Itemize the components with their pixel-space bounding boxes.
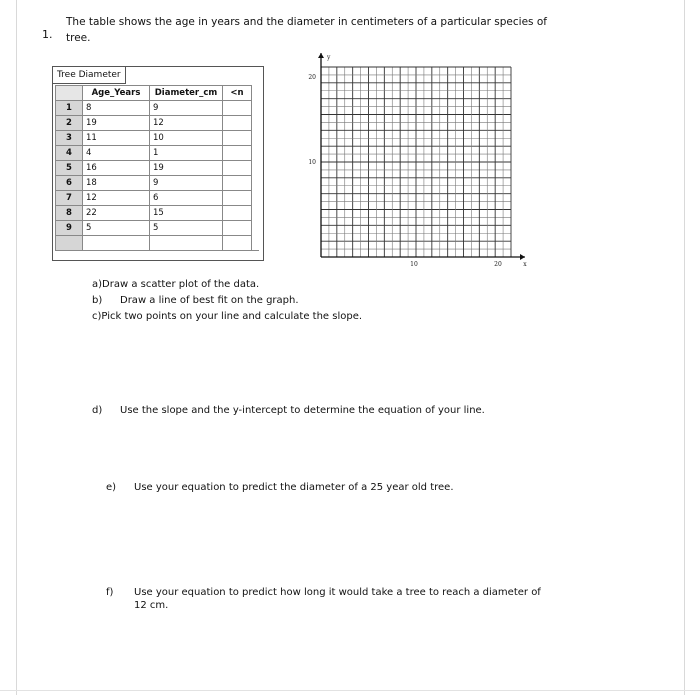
table-row bbox=[56, 161, 252, 176]
empty-cell[interactable] bbox=[223, 221, 252, 236]
empty-cell[interactable] bbox=[223, 236, 252, 251]
y-axis-label: y bbox=[327, 54, 331, 61]
empty-cell[interactable] bbox=[223, 116, 252, 131]
table-row bbox=[56, 206, 252, 221]
y-tick-label: 20 bbox=[308, 74, 316, 81]
row-index-cell: 7 bbox=[56, 191, 83, 206]
diameter-cell[interactable]: 9 bbox=[150, 176, 223, 191]
diameter-cell[interactable]: 6 bbox=[150, 191, 223, 206]
empty-cell[interactable] bbox=[223, 191, 252, 206]
part-e-label: e) bbox=[106, 482, 117, 493]
grid-lines bbox=[321, 67, 511, 257]
age-cell[interactable]: 8 bbox=[83, 101, 150, 116]
age-cell[interactable]: 18 bbox=[83, 176, 150, 191]
question-number: 1. bbox=[42, 28, 53, 41]
age-cell[interactable]: 19 bbox=[83, 116, 150, 131]
data-table bbox=[55, 85, 252, 251]
part-c-text: c)Pick two points on your line and calculate the slope. bbox=[92, 311, 363, 322]
x-axis-arrow bbox=[520, 254, 525, 260]
part-d-text: Use the slope and the y-intercept to determine the equation of your line. bbox=[120, 405, 485, 416]
empty-cell[interactable] bbox=[223, 206, 252, 221]
row-index-cell: 9 bbox=[56, 221, 83, 236]
question-intro: The table shows the age in years and the diameter in centimeters of a particular species of tree. bbox=[66, 16, 547, 44]
diameter-cell[interactable]: 9 bbox=[150, 101, 223, 116]
table-bottom-rule bbox=[55, 250, 259, 257]
diameter-cell[interactable]: 19 bbox=[150, 161, 223, 176]
diameter-cell[interactable]: 15 bbox=[150, 206, 223, 221]
row-index-cell: 4 bbox=[56, 146, 83, 161]
table-row-empty bbox=[56, 236, 252, 251]
page-border-right bbox=[684, 0, 685, 695]
part-b-label: b) bbox=[92, 295, 103, 306]
table-row bbox=[56, 131, 252, 146]
empty-cell[interactable] bbox=[223, 101, 252, 116]
table-row bbox=[56, 176, 252, 191]
row-index-cell: 5 bbox=[56, 161, 83, 176]
table-row bbox=[56, 101, 252, 116]
page-border-bottom bbox=[0, 690, 700, 691]
age-cell[interactable]: 12 bbox=[83, 191, 150, 206]
table-row bbox=[56, 116, 252, 131]
x-tick-label: 20 bbox=[494, 261, 502, 268]
row-index-cell: 6 bbox=[56, 176, 83, 191]
column-header-new[interactable]: <n bbox=[223, 86, 252, 101]
coordinate-grid bbox=[300, 42, 540, 282]
empty-cell[interactable] bbox=[83, 236, 150, 251]
diameter-cell[interactable]: 1 bbox=[150, 146, 223, 161]
empty-cell bbox=[56, 236, 83, 251]
part-f-text: Use your equation to predict how long it would take a tree to reach a diameter of 12 cm. bbox=[134, 587, 541, 611]
age-cell[interactable]: 4 bbox=[83, 146, 150, 161]
empty-cell[interactable] bbox=[223, 146, 252, 161]
part-e-text: Use your equation to predict the diameter of a 25 year old tree. bbox=[134, 482, 454, 493]
part-b-text: Draw a line of best fit on the graph. bbox=[120, 295, 299, 306]
table-header-row bbox=[56, 86, 252, 101]
table-row bbox=[56, 221, 252, 236]
table-row bbox=[56, 146, 252, 161]
age-cell[interactable]: 11 bbox=[83, 131, 150, 146]
x-tick-label: 10 bbox=[410, 261, 418, 268]
axes bbox=[318, 53, 525, 260]
empty-cell[interactable] bbox=[223, 176, 252, 191]
table-row bbox=[56, 191, 252, 206]
part-a-text: a)Draw a scatter plot of the data. bbox=[92, 279, 260, 290]
empty-cell[interactable] bbox=[223, 131, 252, 146]
column-header-diameter[interactable]: Diameter_cm bbox=[150, 86, 223, 101]
age-cell[interactable]: 16 bbox=[83, 161, 150, 176]
table-corner-cell bbox=[56, 86, 83, 101]
part-f-label: f) bbox=[106, 587, 114, 598]
age-cell[interactable]: 22 bbox=[83, 206, 150, 221]
x-axis-label: x bbox=[523, 261, 527, 268]
age-cell[interactable]: 5 bbox=[83, 221, 150, 236]
part-d-label: d) bbox=[92, 405, 103, 416]
empty-cell[interactable] bbox=[223, 161, 252, 176]
data-table-window bbox=[52, 66, 264, 261]
tick-labels bbox=[308, 54, 527, 268]
y-axis-arrow bbox=[318, 53, 324, 58]
empty-cell[interactable] bbox=[150, 236, 223, 251]
column-header-age[interactable]: Age_Years bbox=[83, 86, 150, 101]
row-index-cell: 3 bbox=[56, 131, 83, 146]
page-border-left bbox=[16, 0, 17, 695]
table-title: Tree Diameter bbox=[53, 67, 126, 84]
y-tick-label: 10 bbox=[308, 159, 316, 166]
diameter-cell[interactable]: 10 bbox=[150, 131, 223, 146]
diameter-cell[interactable]: 12 bbox=[150, 116, 223, 131]
row-index-cell: 1 bbox=[56, 101, 83, 116]
row-index-cell: 2 bbox=[56, 116, 83, 131]
row-index-cell: 8 bbox=[56, 206, 83, 221]
diameter-cell[interactable]: 5 bbox=[150, 221, 223, 236]
